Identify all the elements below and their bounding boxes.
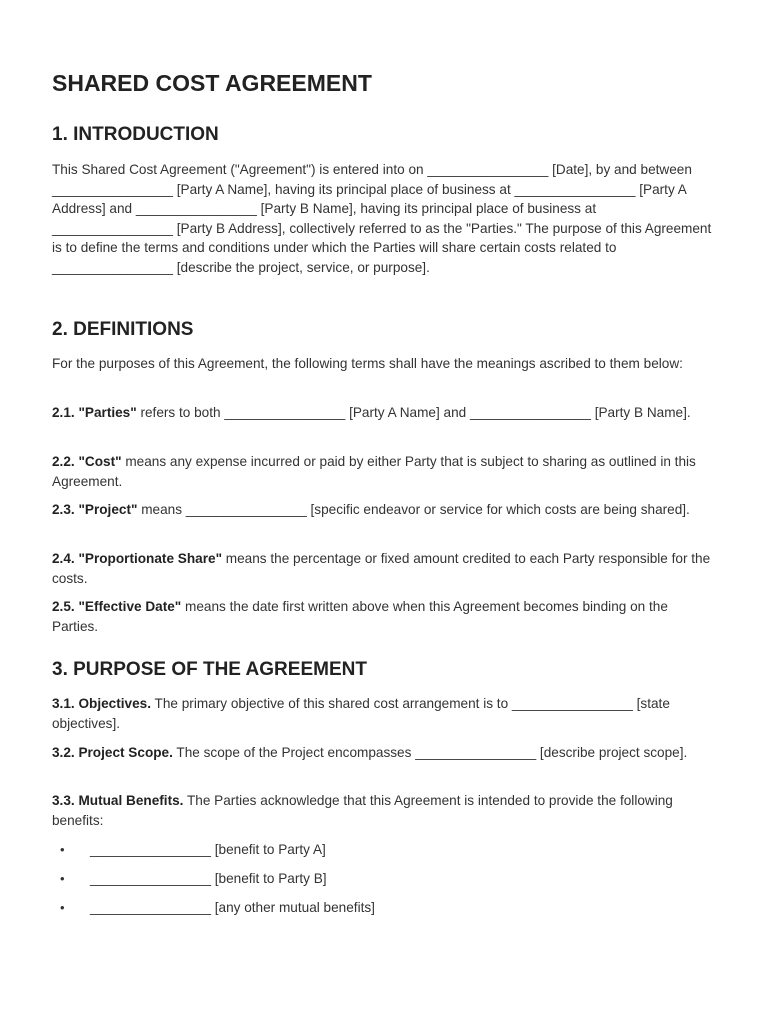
definition-label: 2.2. "Cost" [52, 454, 122, 469]
definition-item-project [52, 500, 716, 520]
definition-label: 2.4. "Proportionate Share" [52, 551, 223, 566]
definition-item-effective-date [52, 597, 716, 636]
definition-text: means any expense incurred or paid by either Party that is subject to sharing as outlined in this Agreement. [52, 454, 696, 489]
section-heading-purpose: 3. PURPOSE OF THE AGREEMENT [52, 659, 367, 680]
purpose-label: 3.3. Mutual Benefits. [52, 793, 184, 808]
definition-text: means ________________ [specific endeavor or service for which costs are being shared]. [137, 502, 690, 517]
benefit-text: ________________ [benefit to Party B] [90, 871, 327, 886]
purpose-item-objectives [52, 694, 716, 733]
bullet-icon: • [60, 871, 65, 886]
purpose-text: The Parties acknowledge that this Agreement is intended to provide the following benefits: [52, 793, 673, 828]
definition-text: means the percentage or fixed amount credited to each Party responsible for the costs. [52, 551, 711, 586]
definition-item-proportionate-share [52, 549, 716, 588]
purpose-label: 3.2. Project Scope. [52, 745, 173, 760]
definition-text: refers to both ________________ [Party A Name] and ________________ [Party B Name]. [136, 405, 691, 420]
purpose-item-project-scope [52, 743, 716, 763]
bullet-icon: • [60, 900, 65, 915]
definition-label: 2.1. "Parties" [52, 405, 137, 420]
definition-label: 2.3. "Project" [52, 502, 138, 517]
definition-text: means the date first written above when this Agreement becomes binding on the Parties. [52, 599, 668, 634]
introduction-paragraph: This Shared Cost Agreement ("Agreement") is entered into on ________________ [Date], by and between ________________ [Party A Name], having its principal place of business at ________________ [Party A Address] and ________________ [Party B Name], having its principal place of business at ________________ [Party B Address], collectively referred to as the "Parties." The purpose of this Agreement is to define the terms and conditions under which the Parties will share certain costs related to ________________ [describe the project, service, or purpose]. [52, 162, 712, 275]
definition-item-parties [52, 403, 716, 423]
definitions-intro: For the purposes of this Agreement, the following terms shall have the meanings ascribed to them below: [52, 356, 683, 371]
definition-item-cost [52, 452, 716, 491]
definition-label: 2.5. "Effective Date" [52, 599, 182, 614]
section-heading-definitions: 2. DEFINITIONS [52, 319, 194, 340]
purpose-text: The scope of the Project encompasses ________________ [describe project scope]. [172, 745, 688, 760]
bullet-icon: • [60, 842, 65, 857]
purpose-text: The primary objective of this shared cost arrangement is to ________________ [state objectives]. [52, 696, 670, 731]
benefit-text: ________________ [benefit to Party A] [90, 842, 326, 857]
purpose-label: 3.1. Objectives. [52, 696, 151, 711]
benefit-text: ________________ [any other mutual benefits] [90, 900, 375, 915]
section-heading-introduction: 1. INTRODUCTION [52, 124, 219, 145]
document-title: SHARED COST AGREEMENT [52, 70, 372, 96]
purpose-item-mutual-benefits [52, 791, 716, 830]
